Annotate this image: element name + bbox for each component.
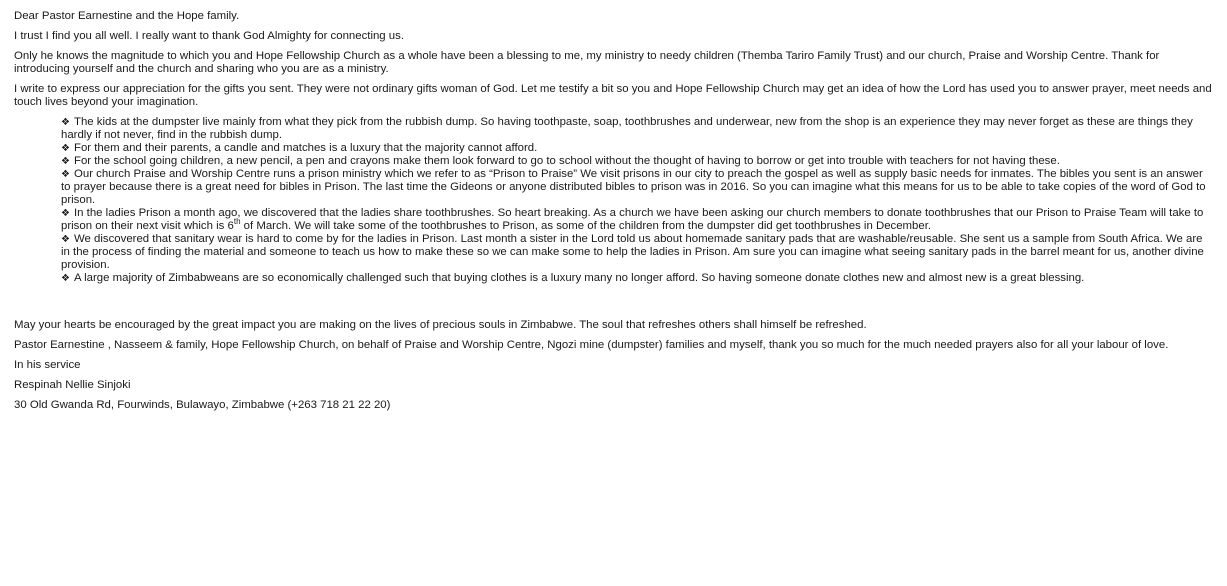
list-item-text: For them and their parents, a candle and matches is a luxury that the majority cannot afford. — [74, 142, 538, 154]
diamond-bullet-icon: ❖ — [61, 143, 70, 154]
list-item — [61, 207, 1209, 233]
spacer — [14, 285, 1214, 319]
list-item — [61, 233, 1209, 272]
list-item — [61, 116, 1209, 142]
diamond-bullet-icon: ❖ — [61, 234, 70, 245]
greeting: Dear Pastor Earnestine and the Hope family. — [14, 10, 240, 22]
diamond-bullet-icon: ❖ — [61, 208, 70, 219]
list-item — [61, 168, 1209, 207]
diamond-bullet-icon: ❖ — [61, 156, 70, 167]
diamond-bullet-icon: ❖ — [61, 117, 70, 128]
diamond-bullet-icon: ❖ — [61, 273, 70, 284]
paragraph-trust: I trust I find you all well. I really want to thank God Almighty for connecting us. — [14, 30, 405, 42]
paragraph-magnitude: Only he knows the magnitude to which you and Hope Fellowship Church as a whole have been a blessing to me, my ministry to needy children (Themba Tariro Family Trust) and our church, Praise and Worship Centre. Thank for introducing yourself and the church and sharing who you are as a ministry. — [14, 50, 1160, 75]
list-item-text: We discovered that sanitary wear is hard to come by for the ladies in Prison. Last month a sister in the Lord told us about homemade sanitary pads that are washable/reusable. She sent us a sample from South Africa. We are in the process of finding the material and someone to teach us how to make these so we can make some to help the ladies in Prison. Am sure you can imagine what seeing sanitary pads in the barrel meant for us, another divine provision. — [61, 233, 1204, 271]
paragraph-appreciation: I write to express our appreciation for the gifts you sent. They were not ordinary gifts woman of God. Let me testify a bit so you and Hope Fellowship Church may get an idea of how the Lord has used you to answer prayer, meet needs and touch lives beyond your imagination. — [14, 83, 1212, 108]
signature-name: Respinah Nellie Sinjoki — [14, 379, 131, 391]
ordinal-suffix: th — [233, 217, 241, 226]
list-item — [61, 272, 1209, 285]
list-item-text-start: In the ladies Prison a month ago, we discovered that the ladies share toothbrushes. So heart breaking. As a church we have been asking our church members to donate toothbrushes that our Prison to Praise Team will take to prison on their next visit which is 6 — [61, 207, 1204, 232]
list-item — [61, 142, 1209, 155]
paragraph-thanks: Pastor Earnestine , Nasseem & family, Hope Fellowship Church, on behalf of Praise and Worship Centre, Ngozi mine (dumpster) families and myself, thank you so much for the much needed prayers also for all your labour of love. — [14, 339, 1169, 351]
closing: In his service — [14, 359, 81, 371]
list-item-text: The kids at the dumpster live mainly from what they pick from the rubbish dump. So having toothpaste, soap, toothbrushes and underwear, new from the shop is an experience they may never forget as these are things they hardly if not never, find in the rubbish dump. — [61, 116, 1193, 141]
list-item-text: For the school going children, a new pencil, a pen and crayons make them look forward to go to school without the thought of having to borrow or get into trouble with teachers for not having these. — [74, 155, 1060, 167]
list-item — [61, 155, 1209, 168]
testimony-list — [61, 116, 1209, 285]
list-item-text: Our church Praise and Worship Centre runs a prison ministry which we refer to as “Prison to Praise” We visit prisons in our city to preach the gospel as well as supply basic needs for inmates. The bibles you sent is an answer to prayer because there is a great need for bibles in Prison. The last time the Gideons or anyone distributed bibles to prison was in 2016. So you can imagine what this means for us to be able to take copies of the word of God to prison. — [61, 168, 1206, 206]
paragraph-encouragement: May your hearts be encouraged by the great impact you are making on the lives of precious souls in Zimbabwe. The soul that refreshes others shall himself be refreshed. — [14, 319, 867, 331]
letter-body — [14, 10, 1214, 419]
address: 30 Old Gwanda Rd, Fourwinds, Bulawayo, Zimbabwe (+263 718 21 22 20) — [14, 399, 391, 411]
list-item-text: A large majority of Zimbabweans are so economically challenged such that buying clothes is a luxury many no longer afford. So having someone donate clothes new and almost new is a great blessing. — [74, 272, 1085, 284]
diamond-bullet-icon: ❖ — [61, 169, 70, 180]
list-item-text-end: of March. We will take some of the toothbrushes to Prison, as some of the children from the dumpster did get toothbrushes in December. — [240, 220, 932, 232]
